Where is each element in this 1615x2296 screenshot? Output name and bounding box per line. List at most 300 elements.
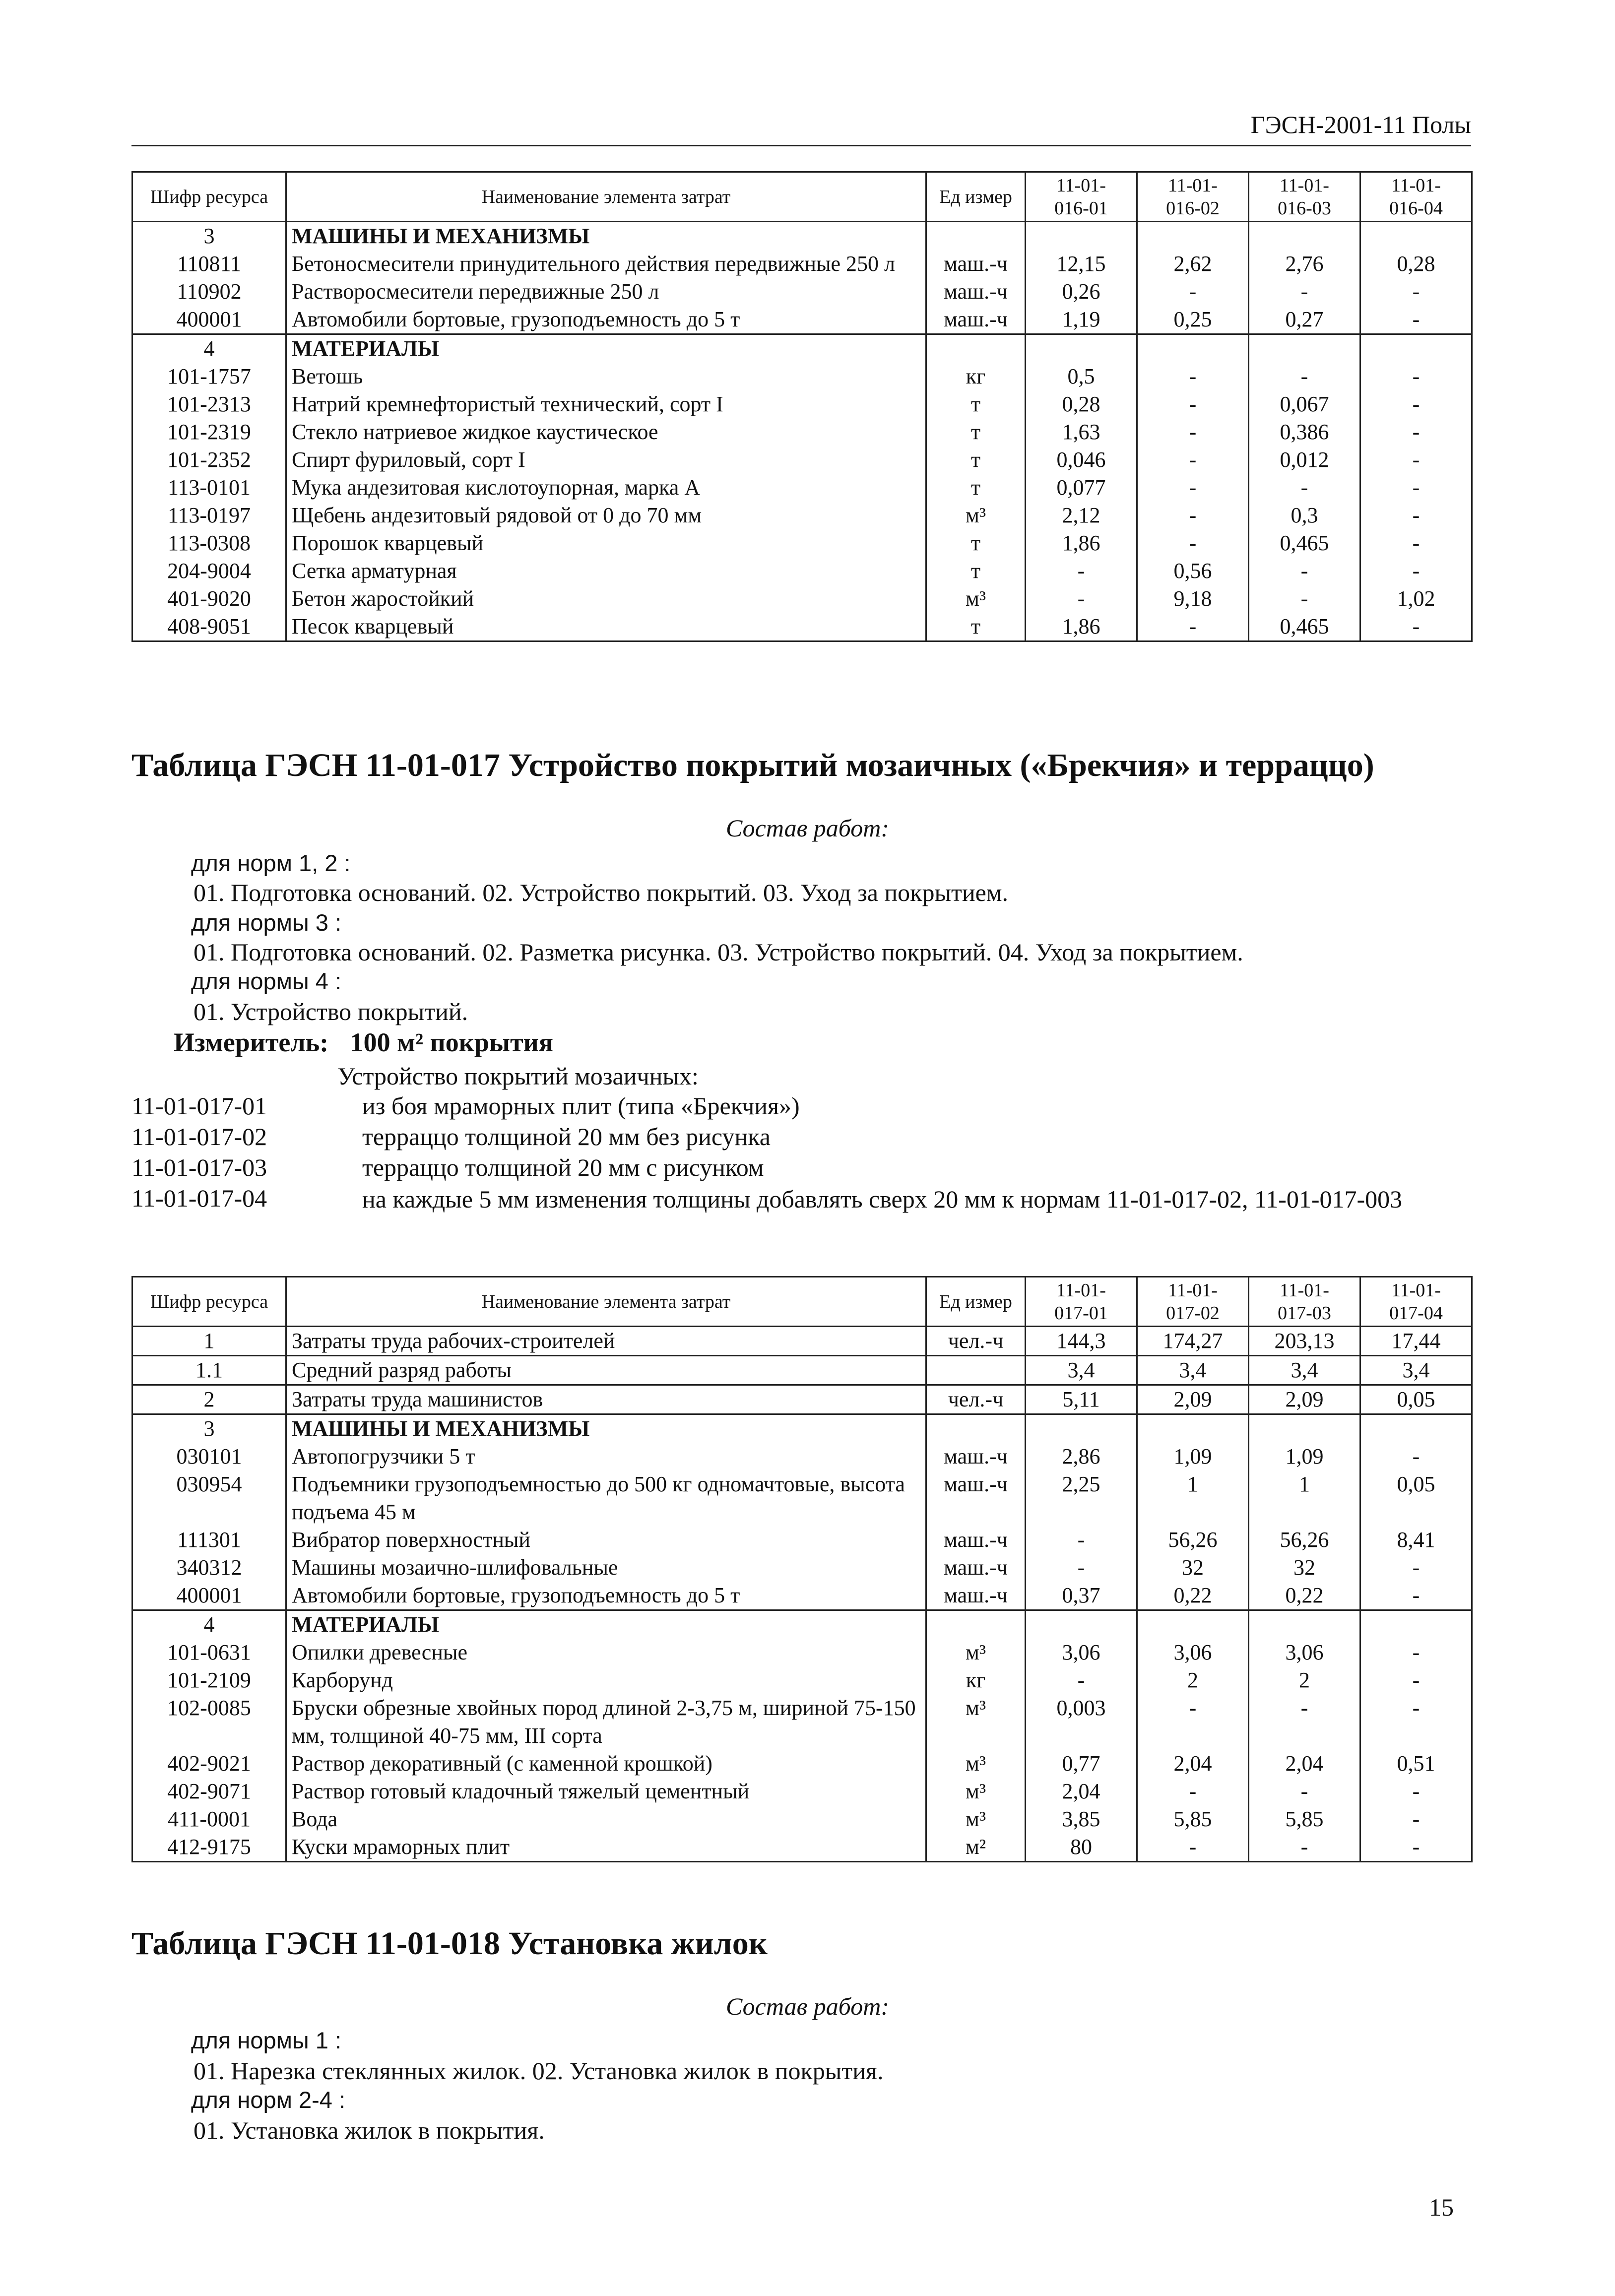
cell-value: 56,26	[1137, 1526, 1249, 1554]
cell-value: -	[1360, 1582, 1472, 1610]
composition-title: Состав работ:	[725, 814, 890, 842]
cell-code: 4	[132, 1610, 286, 1639]
cell-unit	[926, 222, 1026, 251]
cell-value: 3,06	[1137, 1639, 1249, 1666]
cell-name: Автопогрузчики 5 т	[286, 1443, 926, 1470]
cell-unit: т	[926, 418, 1026, 446]
cell-value: -	[1026, 585, 1137, 613]
header-norm-col: 11-01- 017-04	[1360, 1277, 1472, 1327]
norms-label: для нормы 3 :	[191, 909, 341, 936]
table-row	[132, 390, 1472, 418]
cell-unit: маш.-ч	[926, 1443, 1026, 1470]
cell-value: 2,09	[1137, 1385, 1249, 1414]
norm-desc: терраццо толщиной 20 мм без рисунка	[362, 1123, 771, 1150]
cell-unit: чел.-ч	[926, 1385, 1026, 1414]
cell-value: 3,4	[1360, 1356, 1472, 1385]
cell-name: Стекло натриевое жидкое каустическое	[286, 418, 926, 446]
header-norm-col: 11-01- 017-01	[1026, 1277, 1137, 1327]
cell-value: 2,25	[1026, 1470, 1137, 1526]
cell-value: -	[1026, 1554, 1137, 1582]
norm-code: 11-01-017-01	[131, 1092, 267, 1120]
cell-value: 2,86	[1026, 1443, 1137, 1470]
header-unit: Ед измер	[926, 172, 1026, 222]
cell-code: 4	[132, 334, 286, 363]
cell-value: 0,27	[1249, 306, 1360, 334]
cell-value	[1026, 334, 1137, 363]
cell-value: 17,44	[1360, 1327, 1472, 1356]
cell-value: -	[1360, 557, 1472, 585]
cell-value: 1,63	[1026, 418, 1137, 446]
cell-value: 2,09	[1249, 1385, 1360, 1414]
cell-code: 2	[132, 1385, 286, 1414]
cell-name: Натрий кремнефтористый технический, сорт I	[286, 390, 926, 418]
norm-code: 11-01-017-03	[131, 1153, 267, 1181]
cell-unit: маш.-ч	[926, 278, 1026, 306]
resource-table-016	[131, 171, 1473, 642]
cell-code: 204-9004	[132, 557, 286, 585]
cell-unit	[926, 1414, 1026, 1443]
cell-value: -	[1360, 1805, 1472, 1833]
cell-value: -	[1360, 418, 1472, 446]
cell-value	[1249, 1414, 1360, 1443]
cell-unit: м³	[926, 1639, 1026, 1666]
header-norm-col: 11-01- 016-01	[1026, 172, 1137, 222]
cell-value: -	[1026, 557, 1137, 585]
works-text: 01. Нарезка стеклянных жилок. 02. Установка жилок в покрытия.	[194, 2057, 884, 2085]
cell-name: Затраты труда рабочих-строителей	[286, 1327, 926, 1356]
cell-code: 110902	[132, 278, 286, 306]
cell-value: -	[1137, 390, 1249, 418]
cell-value: -	[1137, 502, 1249, 529]
cell-name: МАТЕРИАЛЫ	[286, 1610, 926, 1639]
cell-value: 203,13	[1249, 1327, 1360, 1356]
cell-name: Сетка арматурная	[286, 557, 926, 585]
table-row	[132, 1805, 1472, 1833]
cell-value: 0,077	[1026, 474, 1137, 502]
cell-unit: т	[926, 390, 1026, 418]
cell-value: 1,09	[1137, 1443, 1249, 1470]
cell-unit: м³	[926, 585, 1026, 613]
composition-title: Состав работ:	[725, 1992, 890, 2020]
cell-value: 0,56	[1137, 557, 1249, 585]
cell-value	[1360, 334, 1472, 363]
cell-value: 3,4	[1249, 1356, 1360, 1385]
table-row	[132, 585, 1472, 613]
works-text: 01. Подготовка оснований. 02. Устройство покрытий. 03. Уход за покрытием.	[194, 879, 1008, 906]
cell-value: -	[1360, 613, 1472, 641]
cell-value	[1137, 1610, 1249, 1639]
cell-unit: т	[926, 474, 1026, 502]
cell-value: 0,22	[1137, 1582, 1249, 1610]
cell-code: 411-0001	[132, 1805, 286, 1833]
cell-value: -	[1360, 474, 1472, 502]
cell-unit: т	[926, 613, 1026, 641]
table-row	[132, 1694, 1472, 1750]
section-row	[132, 1414, 1472, 1443]
cell-value: -	[1137, 1778, 1249, 1805]
cell-name: Автомобили бортовые, грузоподъемность до 5 т	[286, 1582, 926, 1610]
cell-name: МАШИНЫ И МЕХАНИЗМЫ	[286, 222, 926, 251]
meter-label: Измеритель:	[174, 1027, 329, 1057]
cell-code: 030954	[132, 1470, 286, 1526]
cell-value: -	[1360, 1778, 1472, 1805]
cell-code: 110811	[132, 250, 286, 278]
cell-value: 8,41	[1360, 1526, 1472, 1554]
cell-value	[1026, 1610, 1137, 1639]
cell-value: 144,3	[1026, 1327, 1137, 1356]
cell-name: Вибратор поверхностный	[286, 1526, 926, 1554]
cell-value: -	[1360, 1833, 1472, 1862]
resource-table-017	[131, 1276, 1473, 1862]
cell-value: 80	[1026, 1833, 1137, 1862]
cell-value: 1	[1249, 1470, 1360, 1526]
table-row	[132, 1666, 1472, 1694]
cell-value: 2	[1137, 1666, 1249, 1694]
cell-code: 111301	[132, 1526, 286, 1554]
cell-value	[1137, 334, 1249, 363]
cell-code: 101-2352	[132, 446, 286, 474]
cell-unit: кг	[926, 363, 1026, 390]
cell-code: 3	[132, 1414, 286, 1443]
cell-value	[1249, 334, 1360, 363]
cell-value: -	[1249, 363, 1360, 390]
cell-value: 0,465	[1249, 529, 1360, 557]
cell-value: 2,04	[1249, 1750, 1360, 1778]
cell-value: 0,3	[1249, 502, 1360, 529]
cell-value: -	[1360, 1554, 1472, 1582]
header-name: Наименование элемента затрат	[286, 172, 926, 222]
cell-value: 32	[1137, 1554, 1249, 1582]
header-norm-col: 11-01- 016-03	[1249, 172, 1360, 222]
cell-unit: м³	[926, 1750, 1026, 1778]
cell-name: Щебень андезитовый рядовой от 0 до 70 мм	[286, 502, 926, 529]
cell-unit: м³	[926, 502, 1026, 529]
cell-name: Ветошь	[286, 363, 926, 390]
table-row	[132, 306, 1472, 334]
cell-name: Затраты труда машинистов	[286, 1385, 926, 1414]
cell-name: МАШИНЫ И МЕХАНИЗМЫ	[286, 1414, 926, 1443]
table-row	[132, 1582, 1472, 1610]
cell-value	[1137, 222, 1249, 251]
cell-code: 101-2109	[132, 1666, 286, 1694]
cell-value: 2,76	[1249, 250, 1360, 278]
cell-name: Мука андезитовая кислотоупорная, марка А	[286, 474, 926, 502]
cell-value: -	[1026, 1526, 1137, 1554]
header-unit: Ед измер	[926, 1277, 1026, 1327]
cell-value: -	[1249, 1694, 1360, 1750]
cell-value	[1249, 1610, 1360, 1639]
header-norm-col: 11-01- 016-04	[1360, 172, 1472, 222]
cell-unit	[926, 1356, 1026, 1385]
cell-value: 1,02	[1360, 585, 1472, 613]
cell-name: Автомобили бортовые, грузоподъемность до 5 т	[286, 306, 926, 334]
cell-unit: т	[926, 529, 1026, 557]
cell-code: 412-9175	[132, 1833, 286, 1862]
cell-value: -	[1360, 1639, 1472, 1666]
cell-code: 113-0197	[132, 502, 286, 529]
cell-value: 0,05	[1360, 1385, 1472, 1414]
cell-value: -	[1026, 1666, 1137, 1694]
cell-value: 1,09	[1249, 1443, 1360, 1470]
cell-value: 3,85	[1026, 1805, 1137, 1833]
works-text: 01. Установка жилок в покрытия.	[194, 2116, 545, 2144]
cell-value: -	[1137, 446, 1249, 474]
cell-code: 400001	[132, 1582, 286, 1610]
cell-value: 56,26	[1249, 1526, 1360, 1554]
cell-value: 0,25	[1137, 306, 1249, 334]
cell-value: 1	[1137, 1470, 1249, 1526]
cell-value: -	[1137, 613, 1249, 641]
cell-name: Бруски обрезные хвойных пород длиной 2-3,75 м, шириной 75-150 мм, толщиной 40-75 мм, III сорта	[286, 1694, 926, 1750]
header-norm-col: 11-01- 017-03	[1249, 1277, 1360, 1327]
table-row	[132, 1443, 1472, 1470]
cell-value	[1360, 222, 1472, 251]
cell-value	[1360, 1414, 1472, 1443]
cell-value: -	[1360, 363, 1472, 390]
norm-code: 11-01-017-02	[131, 1123, 267, 1150]
cell-value: 0,05	[1360, 1470, 1472, 1526]
table-row	[132, 446, 1472, 474]
document-title: ГЭСН-2001-11 Полы	[1250, 111, 1471, 138]
cell-value: 5,85	[1249, 1805, 1360, 1833]
cell-value: 0,012	[1249, 446, 1360, 474]
cell-unit	[926, 334, 1026, 363]
cell-value: 0,046	[1026, 446, 1137, 474]
subtitle: Устройство покрытий мозаичных:	[337, 1062, 699, 1090]
cell-unit: маш.-ч	[926, 1582, 1026, 1610]
table-row	[132, 1778, 1472, 1805]
page-header	[131, 110, 1471, 146]
cell-value: 3,4	[1026, 1356, 1137, 1385]
cell-name: Средний разряд работы	[286, 1356, 926, 1385]
cell-value: -	[1249, 1833, 1360, 1862]
table-row	[132, 1554, 1472, 1582]
table-row	[132, 529, 1472, 557]
cell-name: Бетон жаростойкий	[286, 585, 926, 613]
cell-value: 2,04	[1026, 1778, 1137, 1805]
cell-name: Спирт фуриловый, сорт I	[286, 446, 926, 474]
cell-value: 3,06	[1026, 1639, 1137, 1666]
table-title-018: Таблица ГЭСН 11-01-018 Установка жилок	[131, 1925, 768, 1962]
cell-value: 0,003	[1026, 1694, 1137, 1750]
section-row	[132, 334, 1472, 363]
cell-code: 402-9021	[132, 1750, 286, 1778]
cell-value: 0,465	[1249, 613, 1360, 641]
cell-name: Карборунд	[286, 1666, 926, 1694]
cell-value: 2,12	[1026, 502, 1137, 529]
table-row	[132, 1639, 1472, 1666]
cell-value: 1,19	[1026, 306, 1137, 334]
cell-name: Бетоносмесители принудительного действия передвижные 250 л	[286, 250, 926, 278]
table-row	[132, 250, 1472, 278]
cell-value: -	[1137, 474, 1249, 502]
cell-code: 401-9020	[132, 585, 286, 613]
cell-name: Куски мраморных плит	[286, 1833, 926, 1862]
cell-code: 113-0101	[132, 474, 286, 502]
cell-value: 2,04	[1137, 1750, 1249, 1778]
table-row	[132, 1833, 1472, 1862]
cell-value: 0,28	[1026, 390, 1137, 418]
cell-value: 12,15	[1026, 250, 1137, 278]
cell-value: -	[1249, 278, 1360, 306]
cell-unit: м²	[926, 1833, 1026, 1862]
cell-value: 0,22	[1249, 1582, 1360, 1610]
page-number: 15	[1429, 2193, 1454, 2221]
cell-value: 0,067	[1249, 390, 1360, 418]
norm-desc: на каждые 5 мм изменения толщины добавлять сверх 20 мм к нормам 11-01-017-02, 11-01-017-003	[362, 1185, 1403, 1213]
table2-body	[132, 1327, 1472, 1862]
norm-desc: из боя мраморных плит (типа «Брекчия»)	[362, 1092, 800, 1120]
cell-value: 0,386	[1249, 418, 1360, 446]
cell-value	[1249, 222, 1360, 251]
section-row	[132, 222, 1472, 251]
cell-value: 5,11	[1026, 1385, 1137, 1414]
cell-value: -	[1137, 529, 1249, 557]
cell-unit: маш.-ч	[926, 1554, 1026, 1582]
table-row	[132, 1385, 1472, 1414]
cell-unit: маш.-ч	[926, 1470, 1026, 1526]
cell-code: 340312	[132, 1554, 286, 1582]
header-norm-col: 11-01- 017-02	[1137, 1277, 1249, 1327]
cell-value: 9,18	[1137, 585, 1249, 613]
cell-unit: м³	[926, 1805, 1026, 1833]
norm-desc: терраццо толщиной 20 мм с рисунком	[362, 1153, 764, 1181]
cell-value: -	[1360, 1694, 1472, 1750]
section-row	[132, 1610, 1472, 1639]
cell-code: 101-1757	[132, 363, 286, 390]
table-row	[132, 418, 1472, 446]
norm-code: 11-01-017-04	[131, 1184, 267, 1212]
cell-name: Порошок кварцевый	[286, 529, 926, 557]
cell-name: Вода	[286, 1805, 926, 1833]
cell-code: 400001	[132, 306, 286, 334]
cell-value: 2,62	[1137, 250, 1249, 278]
cell-unit: м³	[926, 1694, 1026, 1750]
cell-code: 1	[132, 1327, 286, 1356]
cell-name: Раствор готовый кладочный тяжелый цементный	[286, 1778, 926, 1805]
cell-code: 101-2313	[132, 390, 286, 418]
norms-label: для нормы 4 :	[191, 968, 341, 994]
cell-name: Подъемники грузоподъемностью до 500 кг одномачтовые, высота подъема 45 м	[286, 1470, 926, 1526]
cell-value: -	[1360, 278, 1472, 306]
cell-value: 0,51	[1360, 1750, 1472, 1778]
meter	[174, 1027, 553, 1058]
cell-code: 408-9051	[132, 613, 286, 641]
cell-value: -	[1360, 390, 1472, 418]
cell-value: 0,26	[1026, 278, 1137, 306]
cell-unit	[926, 1610, 1026, 1639]
table1-body	[132, 222, 1472, 641]
table-row	[132, 557, 1472, 585]
cell-name: Опилки древесные	[286, 1639, 926, 1666]
cell-code: 030101	[132, 1443, 286, 1470]
cell-unit: м³	[926, 1778, 1026, 1805]
cell-value: 0,37	[1026, 1582, 1137, 1610]
cell-unit: кг	[926, 1666, 1026, 1694]
table-row	[132, 474, 1472, 502]
cell-code: 113-0308	[132, 529, 286, 557]
table-row	[132, 1327, 1472, 1356]
cell-value	[1026, 1414, 1137, 1443]
cell-value: 32	[1249, 1554, 1360, 1582]
table-row	[132, 278, 1472, 306]
cell-code: 1.1	[132, 1356, 286, 1385]
cell-value: 5,85	[1137, 1805, 1249, 1833]
meter-value: 100 м² покрытия	[350, 1027, 553, 1057]
header-code: Шифр ресурса	[132, 1277, 286, 1327]
cell-value: -	[1360, 1443, 1472, 1470]
cell-value: -	[1249, 557, 1360, 585]
cell-value: -	[1137, 278, 1249, 306]
cell-value: -	[1360, 446, 1472, 474]
cell-value: 0,28	[1360, 250, 1472, 278]
cell-code: 101-2319	[132, 418, 286, 446]
cell-name: Песок кварцевый	[286, 613, 926, 641]
cell-value: 3,4	[1137, 1356, 1249, 1385]
cell-unit: маш.-ч	[926, 306, 1026, 334]
cell-value: 1,86	[1026, 529, 1137, 557]
cell-name: Растворосмесители передвижные 250 л	[286, 278, 926, 306]
cell-value: 1,86	[1026, 613, 1137, 641]
cell-unit: маш.-ч	[926, 250, 1026, 278]
cell-code: 101-0631	[132, 1639, 286, 1666]
cell-code: 102-0085	[132, 1694, 286, 1750]
table-row	[132, 1356, 1472, 1385]
cell-value: -	[1137, 1694, 1249, 1750]
cell-value: 0,77	[1026, 1750, 1137, 1778]
cell-value: -	[1360, 1666, 1472, 1694]
cell-value: 0,5	[1026, 363, 1137, 390]
cell-value: 174,27	[1137, 1327, 1249, 1356]
cell-unit: чел.-ч	[926, 1327, 1026, 1356]
cell-value: -	[1249, 474, 1360, 502]
cell-value: 3,06	[1249, 1639, 1360, 1666]
cell-value	[1360, 1610, 1472, 1639]
norms-label: для нормы 1 :	[191, 2027, 341, 2053]
table-row	[132, 1526, 1472, 1554]
cell-unit: т	[926, 446, 1026, 474]
cell-unit: маш.-ч	[926, 1526, 1026, 1554]
table-row	[132, 613, 1472, 641]
cell-name: МАТЕРИАЛЫ	[286, 334, 926, 363]
cell-code: 402-9071	[132, 1778, 286, 1805]
table-row	[132, 1470, 1472, 1526]
table-row	[132, 1750, 1472, 1778]
table-row	[132, 502, 1472, 529]
table-title-017: Таблица ГЭСН 11-01-017 Устройство покрытий мозаичных («Брекчия» и терраццо)	[131, 747, 1374, 783]
works-text: 01. Подготовка оснований. 02. Разметка рисунка. 03. Устройство покрытий. 04. Уход за покрытием.	[194, 938, 1243, 966]
cell-unit: т	[926, 557, 1026, 585]
cell-value	[1026, 222, 1137, 251]
cell-value	[1137, 1414, 1249, 1443]
header-norm-col: 11-01- 016-02	[1137, 172, 1249, 222]
cell-value: -	[1137, 418, 1249, 446]
cell-value: -	[1360, 306, 1472, 334]
header-name: Наименование элемента затрат	[286, 1277, 926, 1327]
works-text: 01. Устройство покрытий.	[194, 998, 468, 1025]
norms-label: для норм 1, 2 :	[191, 850, 351, 876]
cell-value: -	[1360, 529, 1472, 557]
cell-value: 2	[1249, 1666, 1360, 1694]
cell-value: -	[1249, 585, 1360, 613]
table-row	[132, 363, 1472, 390]
cell-value: -	[1137, 1833, 1249, 1862]
cell-value: -	[1137, 363, 1249, 390]
header-code: Шифр ресурса	[132, 172, 286, 222]
cell-value: -	[1249, 1778, 1360, 1805]
cell-name: Машины мозаично-шлифовальные	[286, 1554, 926, 1582]
cell-value: -	[1360, 502, 1472, 529]
